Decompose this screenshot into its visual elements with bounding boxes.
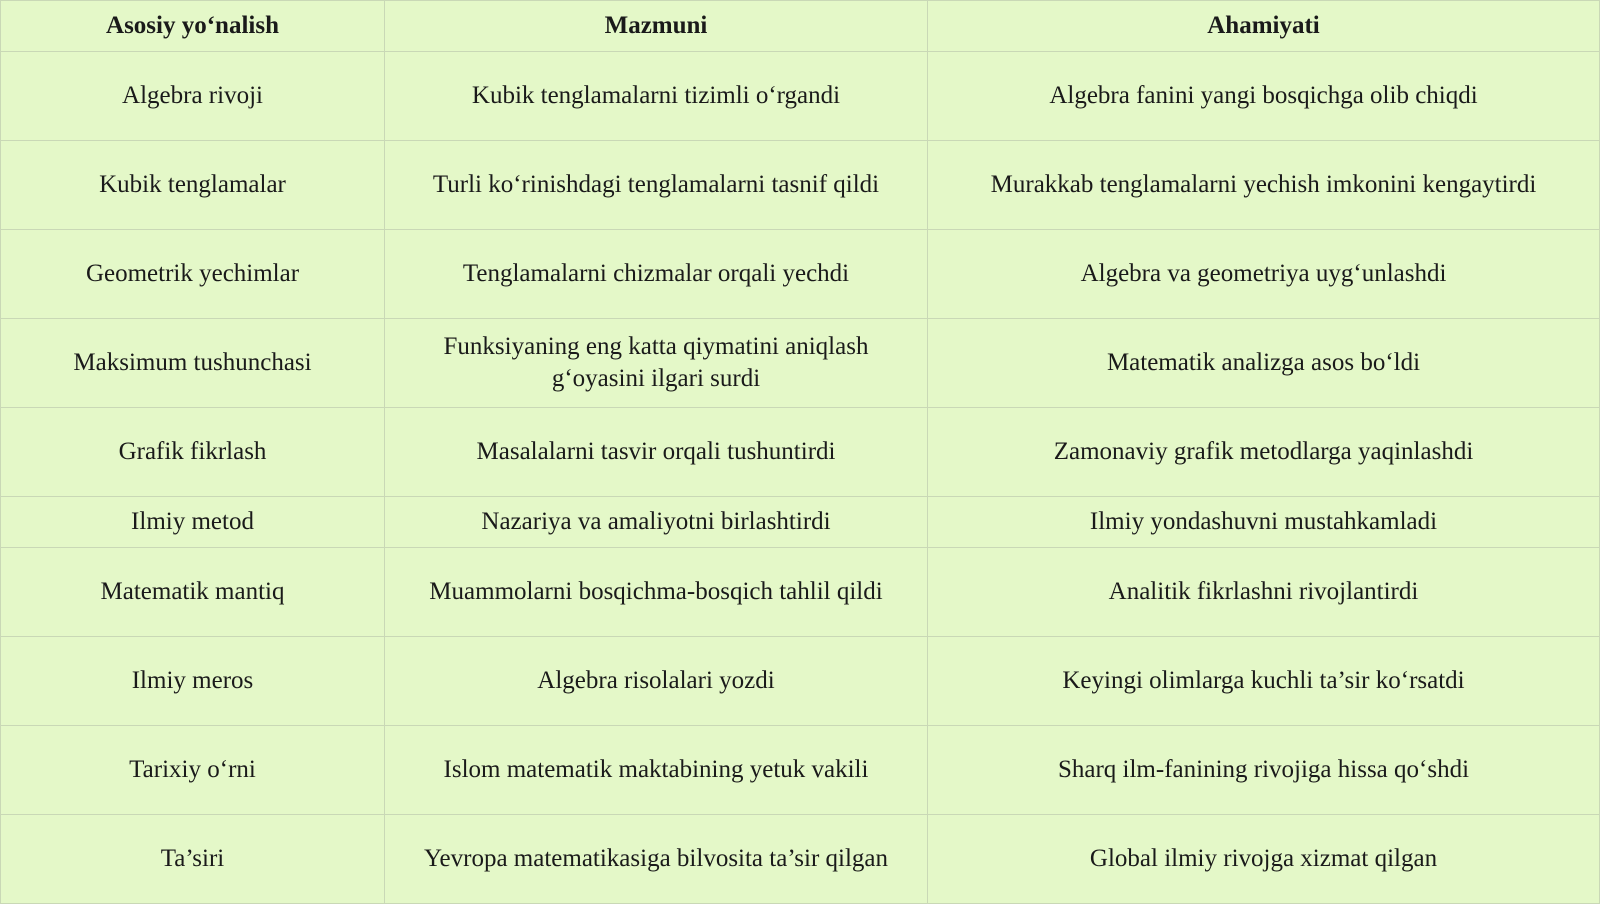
- table-row: [1, 141, 1600, 230]
- cell-direction: Ilmiy metod: [1, 497, 385, 548]
- cell-significance: Algebra va geometriya uyg‘unlashdi: [928, 230, 1600, 319]
- cell-content: Algebra risolalari yozdi: [385, 637, 928, 726]
- table-row: [1, 319, 1600, 408]
- cell-direction: Algebra rivoji: [1, 52, 385, 141]
- cell-content: Funksiyaning eng katta qiymatini aniqlash g‘oyasini ilgari surdi: [385, 319, 928, 408]
- cell-direction: Maksimum tushunchasi: [1, 319, 385, 408]
- cell-significance: Zamonaviy grafik metodlarga yaqinlashdi: [928, 408, 1600, 497]
- header-content: Mazmuni: [385, 1, 928, 52]
- table-row: [1, 637, 1600, 726]
- table-row: [1, 815, 1600, 904]
- cell-content: Turli ko‘rinishdagi tenglamalarni tasnif qildi: [385, 141, 928, 230]
- cell-direction: Ilmiy meros: [1, 637, 385, 726]
- cell-content: Islom matematik maktabining yetuk vakili: [385, 726, 928, 815]
- table-row: [1, 548, 1600, 637]
- cell-direction: Geometrik yechimlar: [1, 230, 385, 319]
- cell-content: Tenglamalarni chizmalar orqali yechdi: [385, 230, 928, 319]
- table-header-row: [1, 1, 1600, 52]
- table-row: [1, 726, 1600, 815]
- table-row: [1, 497, 1600, 548]
- cell-direction: Kubik tenglamalar: [1, 141, 385, 230]
- cell-direction: Matematik mantiq: [1, 548, 385, 637]
- table-row: [1, 408, 1600, 497]
- cell-significance: Algebra fanini yangi bosqichga olib chiqdi: [928, 52, 1600, 141]
- cell-direction: Ta’siri: [1, 815, 385, 904]
- header-significance: Ahamiyati: [928, 1, 1600, 52]
- cell-significance: Keyingi olimlarga kuchli ta’sir ko‘rsatdi: [928, 637, 1600, 726]
- cell-significance: Ilmiy yondashuvni mustahkamladi: [928, 497, 1600, 548]
- cell-content: Yevropa matematikasiga bilvosita ta’sir qilgan: [385, 815, 928, 904]
- cell-content: Nazariya va amaliyotni birlashtirdi: [385, 497, 928, 548]
- cell-direction: Grafik fikrlash: [1, 408, 385, 497]
- cell-significance: Sharq ilm-fanining rivojiga hissa qo‘shdi: [928, 726, 1600, 815]
- cell-significance: Global ilmiy rivojga xizmat qilgan: [928, 815, 1600, 904]
- cell-significance: Analitik fikrlashni rivojlantirdi: [928, 548, 1600, 637]
- cell-content: Kubik tenglamalarni tizimli o‘rgandi: [385, 52, 928, 141]
- cell-significance: Murakkab tenglamalarni yechish imkonini kengaytirdi: [928, 141, 1600, 230]
- table-row: [1, 52, 1600, 141]
- cell-content: Masalalarni tasvir orqali tushuntirdi: [385, 408, 928, 497]
- table-row: [1, 230, 1600, 319]
- header-direction: Asosiy yo‘nalish: [1, 1, 385, 52]
- cell-content: Muammolarni bosqichma-bosqich tahlil qildi: [385, 548, 928, 637]
- cell-direction: Tarixiy o‘rni: [1, 726, 385, 815]
- cell-significance: Matematik analizga asos bo‘ldi: [928, 319, 1600, 408]
